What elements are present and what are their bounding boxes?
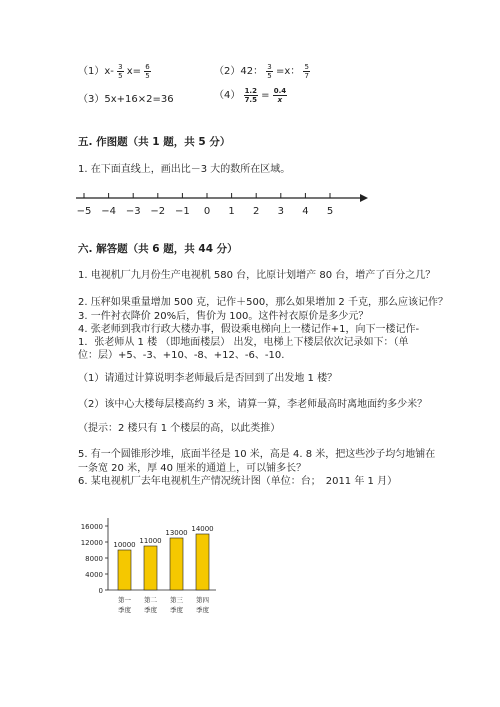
category-label: 季度: [144, 606, 157, 614]
number-line-tick-label: 4: [302, 206, 309, 217]
question-6-4-line3: 位：层）+5、-3、+10、-8、+12、-6、-10.: [78, 350, 285, 361]
number-line-tick-label: −3: [125, 206, 141, 217]
question-6-4-note: （提示：2 楼只有 1 个楼层的高，以此类推）: [78, 423, 281, 434]
number-line-tick-label: 1: [228, 206, 235, 217]
category-label: 第二: [144, 596, 157, 604]
equation-4: （4） $\frac{1.2}{7.5}$ = $\frac{0.4}{x}$: [214, 86, 287, 104]
bar: [118, 550, 131, 590]
fraction: $\frac{6}{5}$: [145, 62, 150, 80]
bar: [170, 538, 183, 590]
number-line: [74, 188, 374, 222]
y-tick-label: 8000: [85, 555, 103, 563]
category-label: 第三: [170, 596, 183, 604]
section-6-heading: 六. 解答题（共 6 题，共 44 分）: [78, 243, 238, 255]
bar-chart: [78, 510, 238, 628]
question-6-3: 3. 一件衬衣降价 20%后，售价为 100。这件衬衣原价是多少元？: [78, 311, 369, 322]
fraction: $\frac{3}{5}$: [118, 62, 123, 80]
number-line-tick-label: 0: [203, 206, 211, 217]
question-6-2: 2. 压秤如果重量增加 500 克，记作＋500，那么如果增加 2 千克，那么应该记作？: [78, 297, 448, 308]
fraction: $\frac{5}{7}$: [304, 62, 309, 80]
equation-1: （1）x- $\frac{3}{5}$ x= $\frac{6}{5}$: [78, 62, 150, 80]
number-line-tick-label: −4: [101, 206, 116, 217]
number-line-tick-label: −1: [175, 206, 190, 217]
data-label: 13000: [165, 529, 188, 537]
question-6-4-sub1: （1）请通过计算说明李老师最后是否回到了出发地 1 楼？: [78, 373, 338, 384]
question-6-4-line2: 1．张老师从 1 楼 （即地面楼层） 出发，电梯上下楼层依次记录如下：（单: [78, 337, 409, 348]
bar: [144, 546, 157, 590]
number-line-tick-label: 3: [277, 206, 284, 217]
category-label: 季度: [118, 606, 131, 614]
category-label: 第四: [196, 596, 209, 604]
data-label: 11000: [139, 537, 162, 545]
equation-3: （3）5x+16×2=36: [78, 94, 174, 105]
number-line-tick-label: 5: [326, 206, 334, 217]
fraction: $\frac{0.4}{x}$: [273, 86, 287, 104]
arrow-head-icon: [360, 194, 368, 202]
data-label: 10000: [113, 541, 136, 549]
data-label: 14000: [191, 525, 214, 533]
question-6-6: 6. 某电视机厂去年电视机生产情况统计图（单位：台； 2011 年 1 月）: [78, 476, 398, 487]
question-6-4-line1: 4. 张老师到我市行政大楼办事，假设乘电梯向上一楼记作+1，向下一楼记作-: [78, 324, 420, 335]
category-label: 第一: [118, 596, 131, 604]
y-tick-label: 12000: [80, 539, 103, 547]
category-label: 季度: [170, 606, 183, 614]
question-6-5-line1: 5. 有一个圆锥形沙堆，底面半径是 10 米，高是 4. 8 米，把这些沙子均匀地铺在: [78, 449, 436, 460]
question-6-1: 1. 电视机厂九月份生产电视机 580 台，比原计划增产 80 台，增产了百分之几？: [78, 270, 436, 281]
y-tick-label: 0: [98, 587, 103, 595]
question-5-1: 1. 在下面直线上，画出比－3 大的数所在区域。: [78, 164, 291, 175]
bar: [196, 534, 209, 590]
y-tick-label: 4000: [85, 571, 103, 579]
question-6-4-sub2: （2）该中心大楼每层楼高约 3 米，请算一算，李老师最高时离地面约多少米？: [78, 399, 428, 410]
section-5-heading: 五. 作图题（共 1 题，共 5 分）: [78, 136, 231, 148]
fraction: $\frac{1.2}{7.5}$: [244, 86, 257, 104]
equation-2: （2）42： $\frac{3}{5}$ =x： $\frac{5}{7}$: [214, 62, 309, 80]
number-line-tick-label: −2: [150, 206, 166, 217]
y-tick-label: 16000: [80, 523, 103, 531]
category-label: 季度: [196, 606, 209, 614]
fraction: $\frac{3}{5}$: [267, 62, 272, 80]
number-line-tick-label: 2: [253, 206, 260, 217]
question-6-5-line2: 一条宽 20 米，厚 40 厘米的通道上，可以铺多长？: [78, 463, 307, 474]
number-line-tick-label: −5: [76, 206, 92, 217]
